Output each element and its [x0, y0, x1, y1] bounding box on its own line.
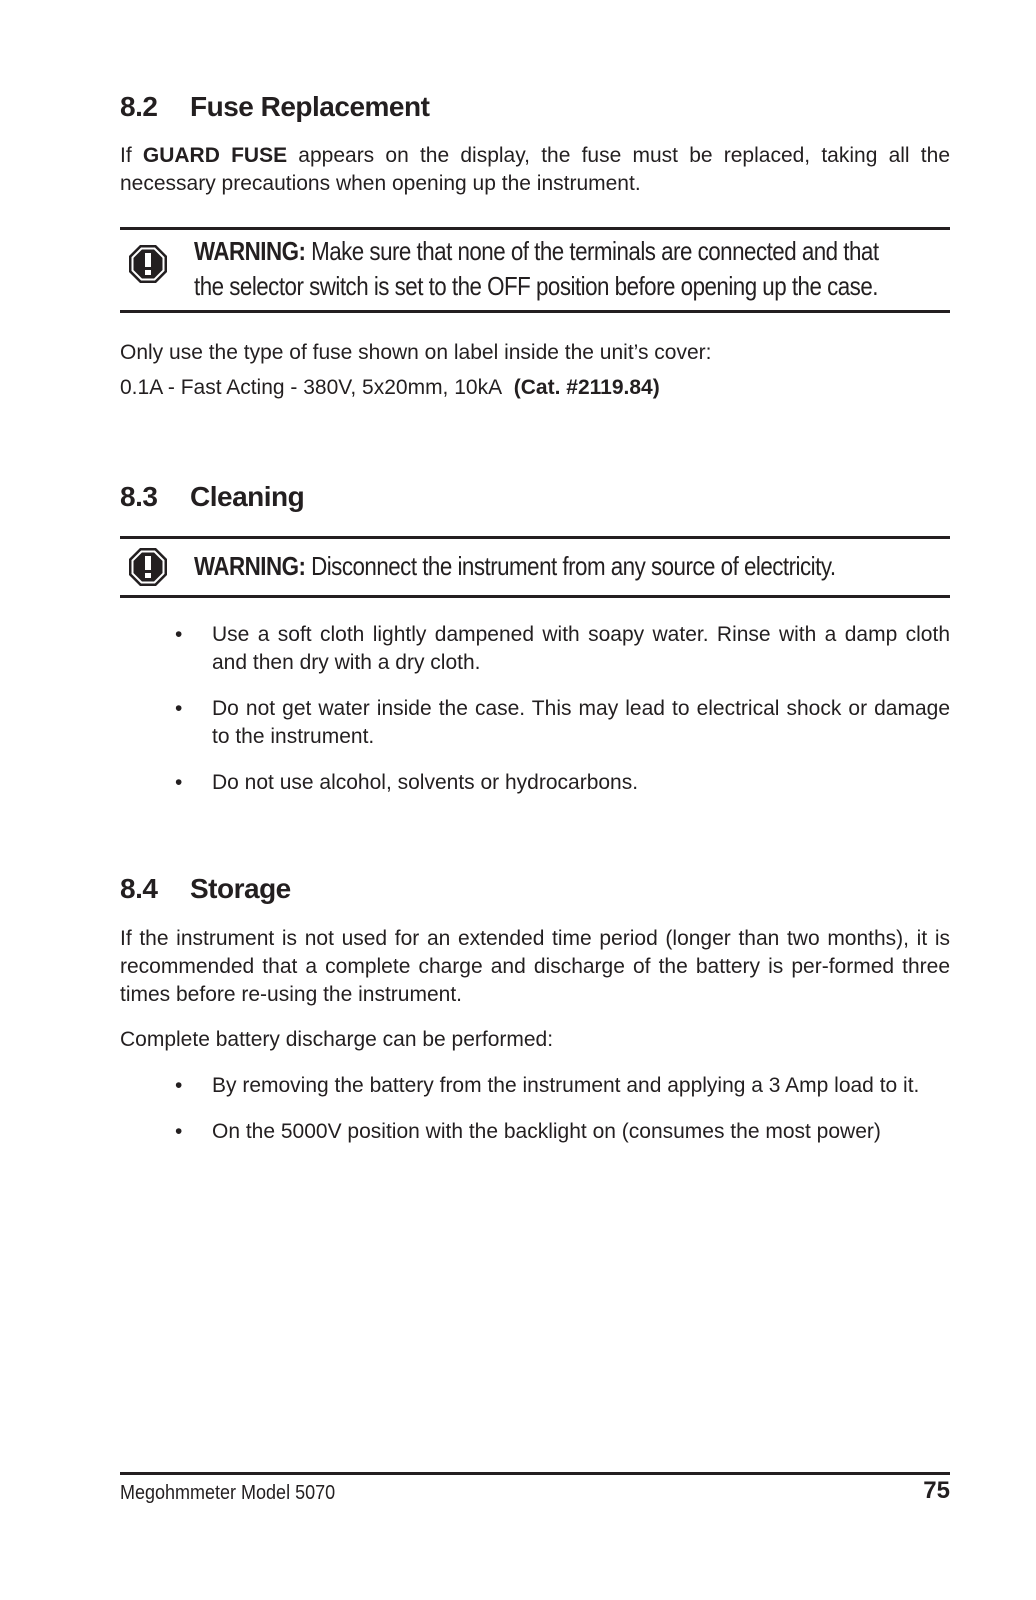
- storage-discharge-intro: Complete battery discharge can be performed:: [120, 1028, 554, 1051]
- cleaning-bullet-list: [120, 621, 950, 797]
- page-number: 75: [923, 1477, 950, 1504]
- list-item: [120, 621, 950, 677]
- warning-line-1: Make sure that none of the terminals are connected and that: [305, 236, 879, 266]
- list-item-text: By removing the battery from the instrument and applying a 3 Amp load to it.: [212, 1074, 920, 1097]
- warning-box-cleaning: [120, 536, 950, 598]
- list-item: [120, 1118, 950, 1146]
- list-item-text: Use a soft cloth lightly dampened with soapy water. Rinse with a damp cloth and then dry with a dry cloth.: [212, 623, 950, 674]
- list-item-text: On the 5000V position with the backlight on (consumes the most power): [212, 1120, 881, 1143]
- guard-fuse-label: GUARD FUSE: [142, 144, 288, 167]
- warning-label: WARNING:: [194, 236, 306, 266]
- fuse-intro-text-rest: appears on the display, the fuse must be replaced, taking all the necessary precautions when opening up the instrument.: [120, 144, 950, 195]
- bullet: •: [175, 623, 183, 646]
- list-item: [120, 695, 950, 751]
- manual-page: [120, 0, 950, 1600]
- warning-line-1: Disconnect the instrument from any source of electricity.: [305, 551, 836, 581]
- section-heading-cleaning: [120, 480, 304, 514]
- fuse-catalog-number: (Cat. #2119.84): [513, 376, 660, 399]
- section-number: 8.2: [120, 91, 158, 122]
- warning-box-fuse: [120, 227, 950, 313]
- warning-icon: [128, 244, 168, 284]
- fuse-spec: 0.1A - Fast Acting - 380V, 5x20mm, 10kA: [120, 376, 503, 399]
- section-title: Fuse Replacement: [190, 91, 430, 122]
- section-number: 8.3: [120, 481, 158, 512]
- storage-bullet-list: [120, 1072, 950, 1146]
- storage-paragraph: If the instrument is not used for an extended time period (longer than two months), it is recommended that a complete charge and discharge of the battery is per-formed three times before re-using the instrument.: [120, 927, 950, 1006]
- fuse-intro-paragraph: [120, 142, 950, 198]
- list-item-text: Do not use alcohol, solvents or hydrocarbons.: [212, 771, 639, 794]
- warning-text: [194, 234, 879, 304]
- fuse-intro-text: If: [120, 144, 143, 167]
- list-item: [120, 1072, 950, 1100]
- section-heading-fuse-replacement: [120, 90, 429, 124]
- section-title: Cleaning: [190, 481, 305, 512]
- footer-title: Megohmmeter Model 5070: [120, 1482, 336, 1504]
- bullet: •: [175, 771, 183, 794]
- bullet: •: [175, 1074, 183, 1097]
- section-number: 8.4: [120, 873, 158, 904]
- section-title: Storage: [190, 873, 291, 904]
- warning-text: [194, 549, 848, 584]
- section-heading-storage: [120, 872, 291, 906]
- warning-line-2: the selector switch is set to the OFF position before opening up the case.: [194, 271, 878, 301]
- bullet: •: [175, 1120, 183, 1143]
- bullet: •: [175, 697, 183, 720]
- list-item: [120, 769, 950, 797]
- fuse-note-paragraph: Only use the type of fuse shown on label inside the unit’s cover:: [120, 341, 712, 364]
- fuse-spec-paragraph: [120, 374, 950, 402]
- list-item-text: Do not get water inside the case. This may lead to electrical shock or damage to the instrument.: [212, 697, 950, 748]
- warning-icon: [128, 547, 168, 587]
- warning-label: WARNING:: [194, 551, 306, 581]
- footer-divider: [120, 1472, 950, 1475]
